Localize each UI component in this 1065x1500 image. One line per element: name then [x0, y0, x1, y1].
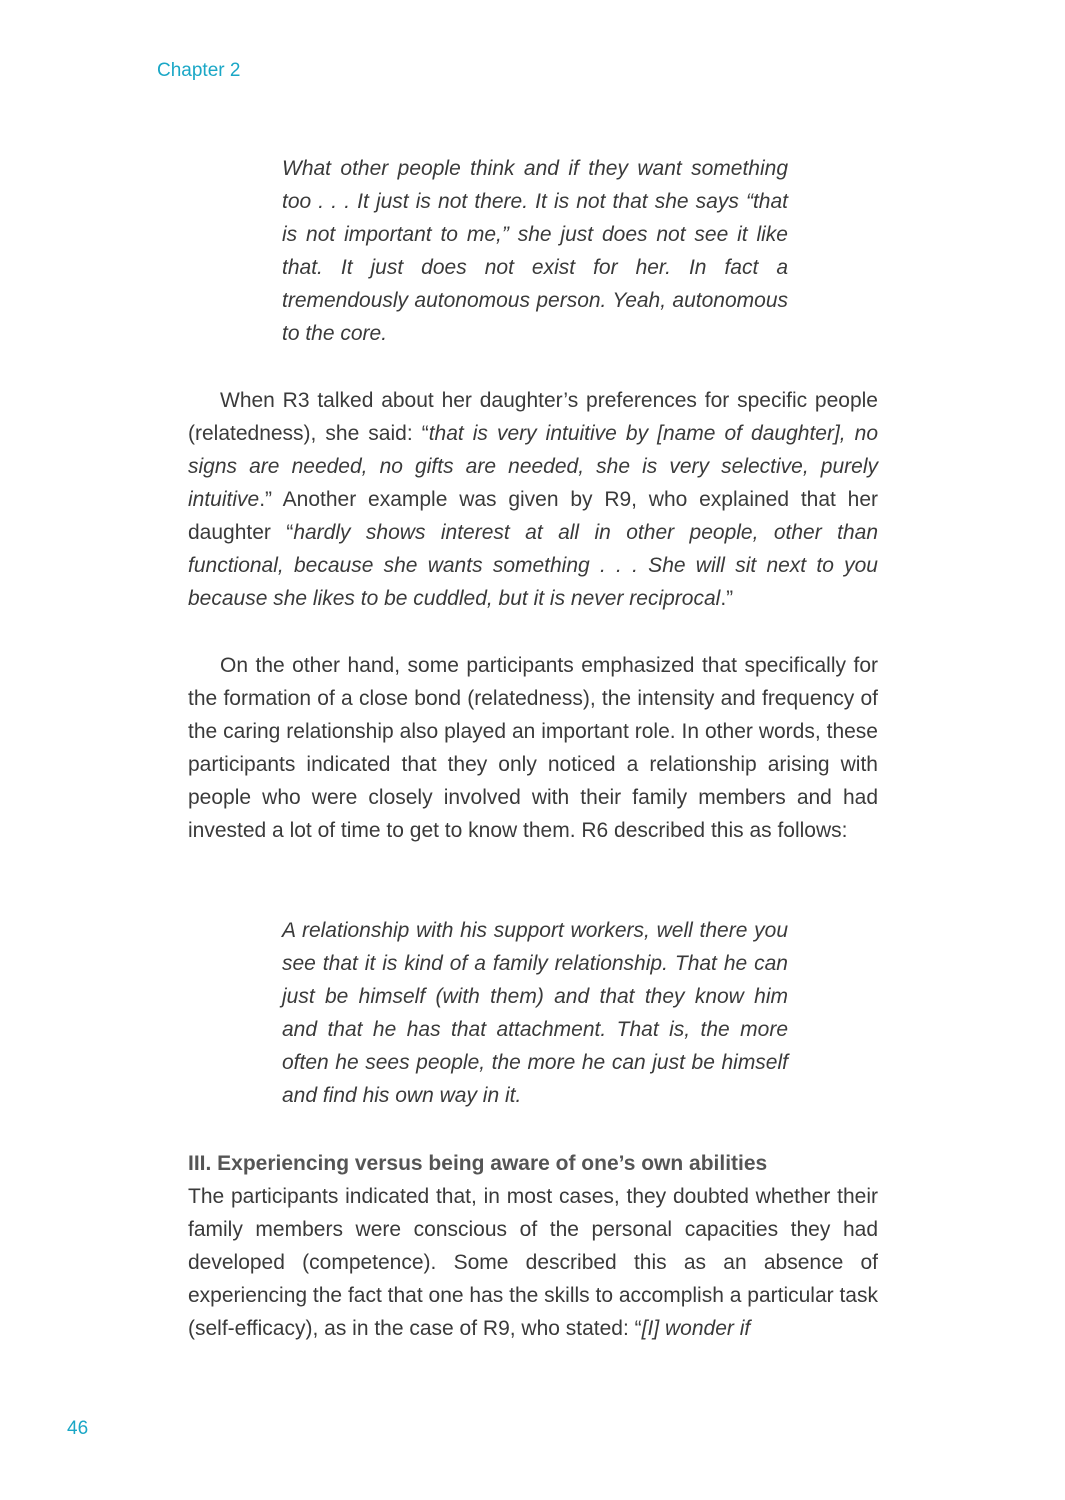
block-quote: A relationship with his support workers, well there you see that it is kind of a family relationship. That he can just be himself (with them) and that they know him and that he has that attachment. That is, the more often he sees people, the more he can just be himself and find his own way in it.	[282, 919, 788, 1107]
page-number: 46	[67, 1418, 89, 1439]
paragraph-text: .” Another example was given by R9, who explained that her daughter “	[188, 488, 878, 544]
section-heading: III. Experiencing versus being aware of one’s own abilities	[188, 1152, 768, 1175]
block-quote: What other people think and if they want something too . . . It just is not there. It is not that she says “that is not important to me,” she just does not see it like that. It just does not exist for her. In fact a tremendously autonomous person. Yeah, autonomous to the core.	[282, 157, 788, 345]
inline-quote: [I] wonder if	[641, 1317, 751, 1340]
inline-quote: hardly shows interest at all in other people, other than functional, because she wants something . . . She will sit next to you because she likes to be cuddled, but it is never reciprocal	[188, 521, 878, 610]
body-paragraph: On the other hand, some participants emphasized that specifically for the formation of a close bond (relatedness), the intensity and frequency of the caring relationship also played an important role. In other words, these participants indicated that they only noticed a relationship arising with people who were closely involved with their family members and had invested a lot of time to get to know them. R6 described this as follows:	[188, 654, 878, 842]
paragraph-text: .”	[720, 587, 734, 610]
chapter-header: Chapter 2	[157, 60, 241, 81]
body-paragraph	[188, 1180, 878, 1345]
paragraph-text: When R3 talked about her daughter’s preferences for specific people (relatedness), she said: “	[188, 389, 878, 445]
inline-quote: that is very intuitive by [name of daughter], no signs are needed, no gifts are needed, she is very selective, purely intuitive	[188, 422, 879, 511]
paragraph-text: The participants indicated that, in most cases, they doubted whether their family members were conscious of the personal capacities they had developed (competence). Some described this as an absence of experiencing the fact that one has the skills to accomplish a particular task (self-efficacy), as in the case of R9, who stated: “	[188, 1185, 878, 1340]
body-paragraph	[188, 384, 878, 615]
